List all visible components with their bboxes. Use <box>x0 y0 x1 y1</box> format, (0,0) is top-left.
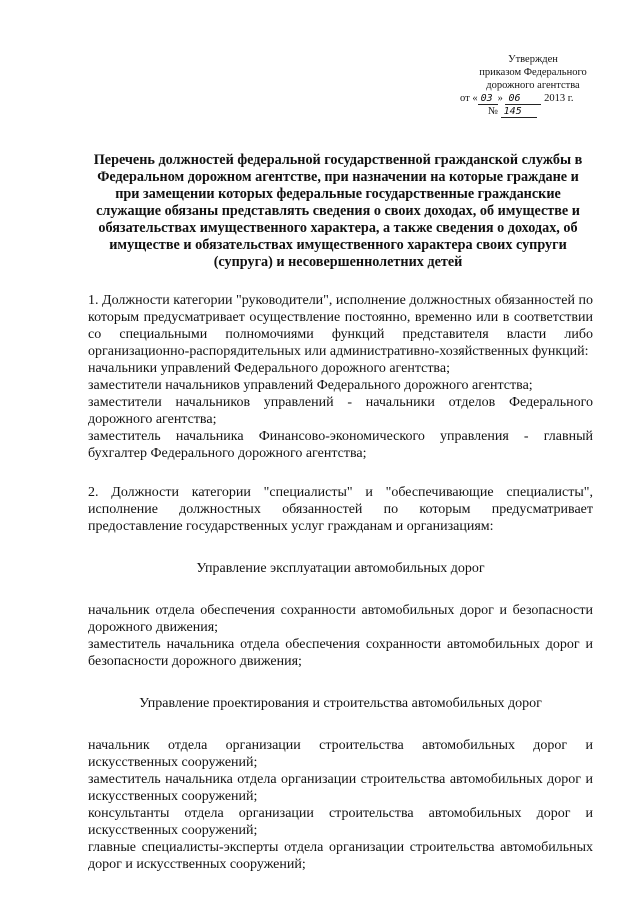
date-prefix: от « <box>460 93 478 104</box>
approval-line-2: приказом Федерального <box>479 67 587 78</box>
approval-date <box>458 92 608 105</box>
department-item: заместитель начальника отдела обеспечения сохранности автомобильных дорог и безопасности дорожного движения; <box>88 637 593 669</box>
department-item: начальник отдела обеспечения сохранности автомобильных дорог и безопасности дорожного движения; <box>88 603 593 635</box>
number-handwritten: 145 <box>501 106 537 118</box>
department-heading: Управление эксплуатации автомобильных дорог <box>196 561 485 576</box>
department-item: начальник отдела организации строительства автомобильных дорог и искусственных сооружений; <box>88 738 593 770</box>
date-day-handwritten: 03 <box>478 93 498 105</box>
number-prefix: № <box>488 106 499 117</box>
document-title: Перечень должностей федеральной государственной гражданской службы в Федеральном дорожном агентстве, при назначении на которые граждане и при замещении которых федеральные государственные гражданские служащие обязаны представлять сведения о своих доходах, об имуществе и обязательствах имущественного характера, а также сведения о доходах, об имуществе и обязательствах имущественного характера своих супруги (супруга) и несовершеннолетних детей <box>93 152 583 270</box>
approval-line-1: Утвержден <box>508 54 558 65</box>
department-item: консультанты отдела организации строительства автомобильных дорог и искусственных сооружений; <box>88 806 593 838</box>
section-1-intro-text: 1. Должности категории "руководители", исполнение должностных обязанностей по которым предусматривает осуществление постоянно, временно или в соответствии со специальными полномочиями функций представителя власти либо организационно-распорядительных или административно-хозяйственных функций: <box>88 293 593 359</box>
approval-number <box>458 105 608 118</box>
approval-block <box>458 53 608 118</box>
date-year: 2013 г. <box>544 93 574 104</box>
section-1-item: заместители начальников управлений - начальники отделов Федерального дорожного агентства; <box>88 395 593 427</box>
department-heading: Управление проектирования и строительства автомобильных дорог <box>139 696 542 711</box>
department-item: главные специалисты-эксперты отдела организации строительства автомобильных дорог и искусственных сооружений; <box>88 840 593 872</box>
section-2-intro: 2. Должности категории "специалисты" и "обеспечивающие специалисты", исполнение должностных обязанностей по которым предусматривает предоставление государственных услуг гражданам и организациям: <box>88 485 593 534</box>
section-1-item: начальники управлений Федерального дорожного агентства; <box>88 361 450 376</box>
date-month-handwritten: 06 <box>505 93 541 105</box>
section-1-item: заместители начальников управлений Федерального дорожного агентства; <box>88 378 533 393</box>
section-1-item: заместитель начальника Финансово-экономического управления - главный бухгалтер Федерального дорожного агентства; <box>88 429 593 461</box>
section-1-intro <box>88 292 593 360</box>
document-body <box>88 292 593 873</box>
date-mid: » <box>497 93 503 104</box>
approval-line-3: дорожного агентства <box>486 80 580 91</box>
department-item: заместитель начальника отдела организации строительства автомобильных дорог и искусственных сооружений; <box>88 772 593 804</box>
